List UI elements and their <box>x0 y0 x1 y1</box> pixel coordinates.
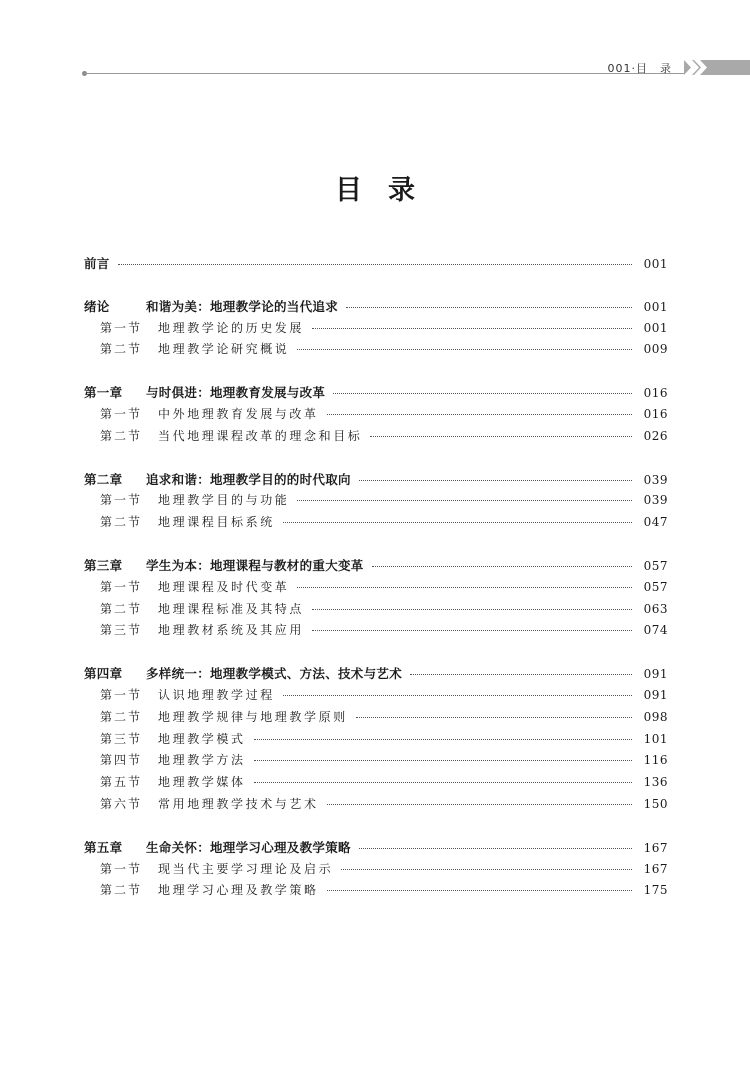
toc-section-row[interactable] <box>84 491 668 513</box>
toc-entry-number: 第二节 <box>100 428 143 443</box>
toc-section-row[interactable] <box>84 405 668 427</box>
toc-entry-title: 地理学习心理及教学策略 <box>158 883 319 898</box>
toc-entry-number: 第二节 <box>100 709 143 724</box>
toc-page-number: 116 <box>643 753 668 768</box>
toc-section-row[interactable] <box>84 708 668 730</box>
toc-section-row[interactable] <box>84 340 668 362</box>
toc-dot-leader <box>356 717 632 718</box>
toc-page-number: 101 <box>643 731 668 746</box>
toc-entry-label <box>84 383 325 401</box>
toc-entry-label <box>100 795 319 812</box>
toc-page-number: 001 <box>643 257 668 271</box>
toc-page-number: 063 <box>643 601 668 616</box>
toc-section-row[interactable] <box>84 513 668 535</box>
toc-page-number: 150 <box>643 796 668 811</box>
toc-entry-title: 现当代主要学习理论及启示 <box>158 861 334 876</box>
toc-entry-title: 地理教学方法 <box>158 753 246 768</box>
toc-entry-number: 第一节 <box>100 579 143 594</box>
toc-entry-title: 地理教学论研究概说 <box>158 342 290 357</box>
toc-dot-leader <box>359 480 632 481</box>
toc-entry-number: 第三节 <box>100 731 143 746</box>
toc-entry-label <box>100 860 333 877</box>
toc-section-row[interactable] <box>84 730 668 752</box>
toc-entry-title: 追求和谐：地理教学目的的时代取向 <box>146 471 351 487</box>
toc-entry-number: 第四章 <box>84 666 123 682</box>
toc-page-number: 091 <box>643 687 668 702</box>
toc-chapter-row[interactable] <box>84 383 668 405</box>
toc-page-number: 167 <box>643 861 668 876</box>
toc-entry-label <box>100 621 304 638</box>
toc-entry-number: 第一节 <box>100 687 143 702</box>
toc-chapter-row[interactable] <box>84 470 668 492</box>
toc-dot-leader <box>254 760 632 761</box>
toc-entry-label <box>100 405 319 422</box>
toc-entry-title: 和谐为美：地理教学论的当代追求 <box>146 298 339 314</box>
page-title: 目录 <box>335 175 441 206</box>
toc-entry-number: 绪论 <box>84 298 110 314</box>
toc-entry-title: 生命关怀：地理学习心理及教学策略 <box>146 839 351 855</box>
toc-section-row[interactable] <box>84 881 668 903</box>
toc-entry-number: 第二节 <box>100 883 143 898</box>
toc-entry-number: 第二节 <box>100 515 143 530</box>
toc-entry-number: 第一节 <box>100 406 143 421</box>
toc-dot-leader <box>297 500 632 501</box>
toc-entry-title: 地理课程及时代变革 <box>158 579 290 594</box>
toc-dot-leader <box>283 522 632 523</box>
toc-page-number: 047 <box>643 515 668 530</box>
toc-chapter-row[interactable] <box>84 556 668 578</box>
toc-entry-title: 地理教学目的与功能 <box>158 493 290 508</box>
toc-entry-title: 地理课程目标系统 <box>158 515 275 530</box>
toc-entry-title: 多样统一：地理教学模式、方法、技术与艺术 <box>146 666 403 682</box>
toc-section-row[interactable] <box>84 686 668 708</box>
toc-entry-title: 认识地理教学过程 <box>158 687 275 702</box>
toc-entry-label <box>100 708 348 725</box>
toc-entry-title: 中外地理教育发展与改革 <box>158 406 319 421</box>
toc-dot-leader <box>254 782 632 783</box>
toc-dot-leader <box>297 349 632 350</box>
toc-page-number: 009 <box>643 342 668 357</box>
toc-dot-leader <box>327 890 632 891</box>
toc-page-number: 057 <box>643 558 668 573</box>
toc-entry-label <box>84 556 364 574</box>
toc-section-row[interactable] <box>84 751 668 773</box>
toc-entry-number: 第一章 <box>84 385 123 401</box>
toc-entry-label <box>84 470 351 488</box>
toc-entry-label <box>100 340 289 357</box>
toc-section-row[interactable] <box>84 319 668 341</box>
toc-page-number: 001 <box>643 320 668 335</box>
toc-dot-leader <box>341 869 632 870</box>
header-chevron-tab <box>684 60 750 75</box>
toc-page-number: 175 <box>643 883 668 898</box>
toc-page-number: 091 <box>643 667 668 682</box>
toc-entry-label <box>100 730 246 747</box>
toc-entry-title: 常用地理教学技术与艺术 <box>158 796 319 811</box>
toc-entry-number: 第三节 <box>100 623 143 638</box>
toc-page-number: 016 <box>643 406 668 421</box>
toc-dot-leader <box>297 587 632 588</box>
toc-entry-number: 第二节 <box>100 342 143 357</box>
toc-entry-label <box>84 297 338 315</box>
toc-section-row[interactable] <box>84 578 668 600</box>
toc-entry-number: 第三章 <box>84 557 123 573</box>
toc-entry-label <box>100 600 304 617</box>
toc-dot-leader <box>312 630 632 631</box>
toc-page-number: 074 <box>643 623 668 638</box>
toc-section-row[interactable] <box>84 860 668 882</box>
toc-entry-label <box>100 319 304 336</box>
toc-page-number: 098 <box>643 709 668 724</box>
toc-chapter-row[interactable] <box>84 297 668 319</box>
toc-entry-number: 第一节 <box>100 861 143 876</box>
toc-entry-title: 地理教学媒体 <box>158 775 246 790</box>
toc-dot-leader <box>283 695 632 696</box>
toc-entry-label <box>100 686 275 703</box>
header-section: 目 录 <box>636 62 672 75</box>
toc-section-row[interactable] <box>84 600 668 622</box>
toc-entry-number: 前言 <box>84 256 110 271</box>
running-header <box>608 60 673 76</box>
toc-section-row[interactable] <box>84 427 668 449</box>
toc-entry-title: 地理教学规律与地理教学原则 <box>158 709 348 724</box>
toc-entry-number: 第四节 <box>100 753 143 768</box>
toc-entry-label <box>84 254 110 272</box>
toc-entry-label <box>100 513 275 530</box>
toc-dot-leader <box>372 566 632 567</box>
header-page-number: 001 <box>607 62 632 75</box>
toc-dot-leader <box>410 674 632 675</box>
toc-chapter-row[interactable] <box>84 838 668 860</box>
toc-page-number: 016 <box>643 386 668 401</box>
toc-entry-number: 第二章 <box>84 471 123 487</box>
toc-page-number: 167 <box>643 840 668 855</box>
toc-page-number: 039 <box>643 472 668 487</box>
toc-dot-leader <box>359 848 632 849</box>
toc-dot-leader <box>327 804 632 805</box>
toc-entry-title: 地理教材系统及其应用 <box>158 623 305 638</box>
toc-page-number: 057 <box>643 579 668 594</box>
table-of-contents <box>84 254 668 903</box>
toc-dot-leader <box>333 393 632 394</box>
toc-entry-title: 地理教学模式 <box>158 731 246 746</box>
toc-page-number: 026 <box>643 428 668 443</box>
toc-entry-title: 地理教学论的历史发展 <box>158 320 305 335</box>
toc-entry-number: 第五节 <box>100 775 143 790</box>
toc-dot-leader <box>312 328 632 329</box>
toc-chapter-row[interactable] <box>84 254 668 276</box>
toc-entry-number: 第一节 <box>100 320 143 335</box>
toc-entry-number: 第五章 <box>84 839 123 855</box>
toc-entry-title: 当代地理课程改革的理念和目标 <box>158 428 363 443</box>
toc-dot-leader <box>118 264 632 265</box>
toc-entry-label <box>100 491 289 508</box>
toc-page-number: 001 <box>643 299 668 314</box>
toc-page-number: 039 <box>643 493 668 508</box>
toc-entry-label <box>84 664 402 682</box>
toc-entry-number: 第一节 <box>100 493 143 508</box>
toc-entry-label <box>100 578 289 595</box>
toc-dot-leader <box>327 414 632 415</box>
toc-section-row[interactable] <box>84 773 668 795</box>
header-rule <box>84 73 684 74</box>
toc-entry-title: 学生为本：地理课程与教材的重大变革 <box>146 557 364 573</box>
toc-entry-label <box>100 751 246 768</box>
toc-chapter-row[interactable] <box>84 664 668 686</box>
double-chevron-icon <box>684 60 750 75</box>
toc-entry-label <box>84 838 351 856</box>
header-separator: · <box>631 62 636 75</box>
toc-dot-leader <box>254 739 632 740</box>
toc-entry-label <box>100 427 362 444</box>
toc-entry-number: 第六节 <box>100 796 143 811</box>
toc-entry-number: 第二节 <box>100 601 143 616</box>
toc-dot-leader <box>370 436 632 437</box>
toc-dot-leader <box>346 307 632 308</box>
toc-entry-label <box>100 881 319 898</box>
toc-section-row[interactable] <box>84 621 668 643</box>
toc-entry-title: 地理课程标准及其特点 <box>158 601 305 616</box>
toc-entry-label <box>100 773 246 790</box>
toc-entry-title: 与时俱进：地理教育发展与改革 <box>146 385 326 401</box>
toc-page-number: 136 <box>643 775 668 790</box>
toc-section-row[interactable] <box>84 795 668 817</box>
toc-dot-leader <box>312 609 632 610</box>
